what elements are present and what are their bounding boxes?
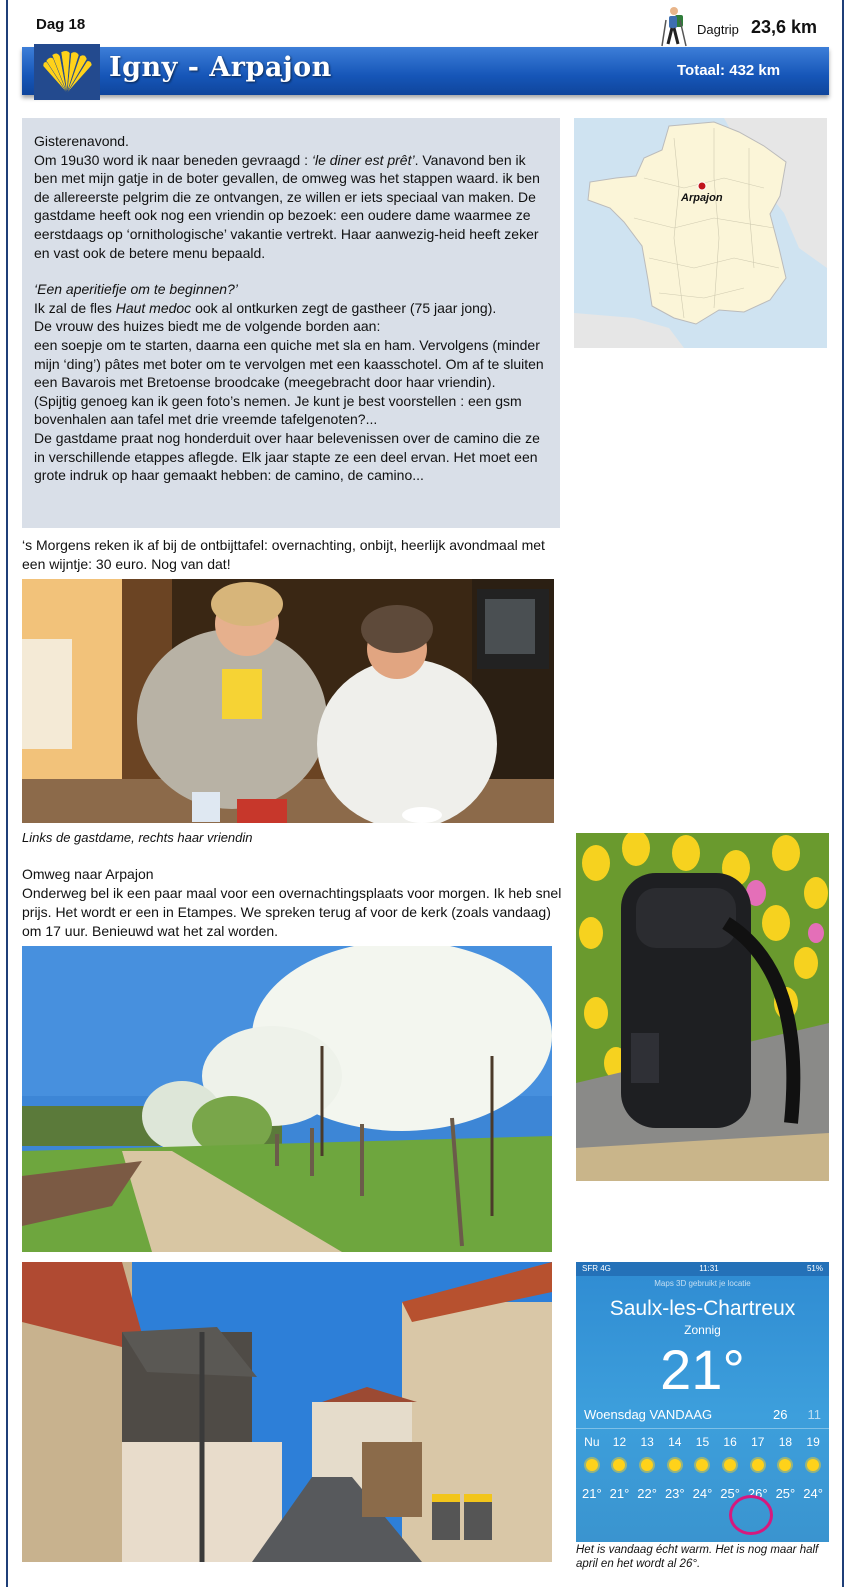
sun-icon bbox=[586, 1459, 598, 1471]
hour-label: 18 bbox=[778, 1435, 793, 1449]
weather-city: Saulx-les-Chartreux bbox=[609, 1297, 796, 1320]
hour-label: 12 bbox=[612, 1435, 627, 1449]
sun-icon bbox=[669, 1459, 681, 1471]
story-quote: ‘Een aperitiefje om te beginnen?’ bbox=[34, 281, 238, 298]
story-paragraph: Ik zal de fles Haut medoc ook al ontkurken zegt de gastheer (75 jaar jong). bbox=[34, 299, 497, 316]
france-map bbox=[574, 118, 827, 348]
hourly-temp: 23° bbox=[664, 1486, 685, 1501]
weather-caption: Het is vandaag écht warm. Het is nog maar half april en het wordt al 26°. bbox=[576, 1544, 819, 1570]
hour-label: 13 bbox=[640, 1435, 654, 1449]
sun-icon bbox=[752, 1459, 764, 1471]
hour-row bbox=[576, 1435, 829, 1449]
map-city-label: Arpajon bbox=[681, 192, 723, 204]
low-temp: 11 bbox=[807, 1407, 821, 1422]
day-number: Dag 18 bbox=[36, 16, 86, 33]
story-paragraph: Gisterenavond. bbox=[34, 133, 129, 149]
right-border bbox=[842, 0, 844, 1587]
weather-screenshot bbox=[576, 1262, 829, 1542]
hourly-temp-row bbox=[576, 1486, 829, 1501]
story-paragraph: Om 19u30 word ik naar beneden gevraagd : ‘le diner est prêt’. Vanavond ben ik ben met mijn gatje in de boter gevallen, de omweg was het stappen waard. ik ben de allereerste pelgrim die ze ontvangen, ze willen er iets speciaal van maken. De gastdame heeft ook nog een vriendin op bezoek: een oudere dame waarmee ze eerstdaags op ‘ornithologische’ vakantie vertrekt. Haar aanwezig-heid heeft zeker en vast ook de betere menu bepaald. bbox=[34, 151, 540, 261]
hourly-temp: 21° bbox=[609, 1486, 630, 1501]
hour-label: 14 bbox=[668, 1435, 682, 1449]
breakfast-caption: Links de gastdame, rechts haar vriendin bbox=[22, 830, 253, 845]
sun-icon bbox=[641, 1459, 653, 1471]
high-temp: 26 bbox=[773, 1407, 788, 1422]
sun-icon bbox=[696, 1459, 708, 1471]
hour-label: 19 bbox=[806, 1435, 820, 1449]
story-box bbox=[22, 118, 560, 528]
trip-label: Dagtrip bbox=[697, 22, 739, 37]
story-paragraph: (Spijtig genoeg kan ik geen foto’s nemen. Je kunt je best voorstellen : een gsm bovenhalen aan tafel met drie vreemde tafelgenoten?... bbox=[34, 392, 522, 428]
village-street-photo bbox=[22, 1262, 552, 1562]
sun-icon bbox=[724, 1459, 736, 1471]
sun-icon bbox=[779, 1459, 791, 1471]
hourly-temp: 26° bbox=[747, 1486, 768, 1501]
hour-label: 16 bbox=[723, 1435, 737, 1449]
page-title: Igny - Arpajon bbox=[109, 52, 332, 83]
weather-condition: Zonnig bbox=[684, 1323, 721, 1337]
hour-label: 15 bbox=[695, 1435, 710, 1449]
hourly-temp: 21° bbox=[581, 1486, 602, 1501]
highlight-circle bbox=[729, 1495, 773, 1535]
hourly-temp: 25° bbox=[720, 1486, 740, 1501]
story-paragraph: De gastdame praat nog honderduit over haar belevenissen over de camino die ze in verschillende etappes aflegde. Elk jaar stapte ze een deel ervan. Het moet een grote indruk op haar gemaakt hebben: de camino, de camino... bbox=[34, 429, 540, 484]
today-row bbox=[576, 1407, 829, 1422]
hiker-icon bbox=[660, 6, 688, 48]
hourly-temp: 25° bbox=[775, 1486, 796, 1501]
day-label: Woensdag VANDAAG bbox=[584, 1407, 713, 1422]
total-distance: Totaal: 432 km bbox=[677, 62, 781, 79]
story-paragraph: een soepje om te starten, daarna een quiche met sla en ham. Vervolgens (minder mijn ‘ding’) pâtes met boter om te vervolgen met een kaasschotel. Om af te sluiten een Bavarois met Bretoense broodcake (meegebracht door haar vriendin). bbox=[34, 336, 544, 391]
detour-paragraph: Onderweg bel ik een paar maal voor een overnachtingsplaats voor morgen. Ik heb snel prijs. Het wordt er een in Etampes. We spreken terug af voor de kerk (zoals vandaag) om 17 uur. Benieuwd wat het zal worden. bbox=[22, 885, 562, 939]
hour-label: Nu bbox=[584, 1435, 600, 1449]
left-border bbox=[6, 0, 8, 1587]
hourly-temp: 24° bbox=[803, 1486, 823, 1501]
breakfast-photo bbox=[22, 579, 554, 823]
location-note: Maps 3D gebruikt je locatie bbox=[654, 1279, 751, 1288]
current-temperature: 21° bbox=[660, 1338, 745, 1401]
phone-status-bar: SFR 4G 11:31 51% bbox=[576, 1262, 829, 1276]
sun-icon bbox=[613, 1459, 625, 1471]
hour-label: 17 bbox=[751, 1435, 765, 1449]
trip-distance: 23,6 km bbox=[751, 17, 818, 37]
story-paragraph: De vrouw des huizes biedt me de volgende borden aan: bbox=[34, 318, 381, 335]
sun-row bbox=[576, 1459, 829, 1474]
morning-paragraph: ‘s Morgens reken ik af bij de ontbijttafel: overnachting, onbijt, heerlijk avondmaal met een wijntje: 30 euro. Nog van dat! bbox=[22, 537, 545, 572]
hourly-temp: 22° bbox=[637, 1486, 657, 1501]
hourly-temp: 24° bbox=[692, 1486, 713, 1501]
backpack-photo bbox=[576, 833, 829, 1181]
detour-title: Omweg naar Arpajon bbox=[22, 866, 154, 882]
blossom-path-photo bbox=[22, 946, 552, 1252]
scallop-shell-icon bbox=[34, 44, 100, 100]
sun-icon bbox=[807, 1459, 819, 1471]
